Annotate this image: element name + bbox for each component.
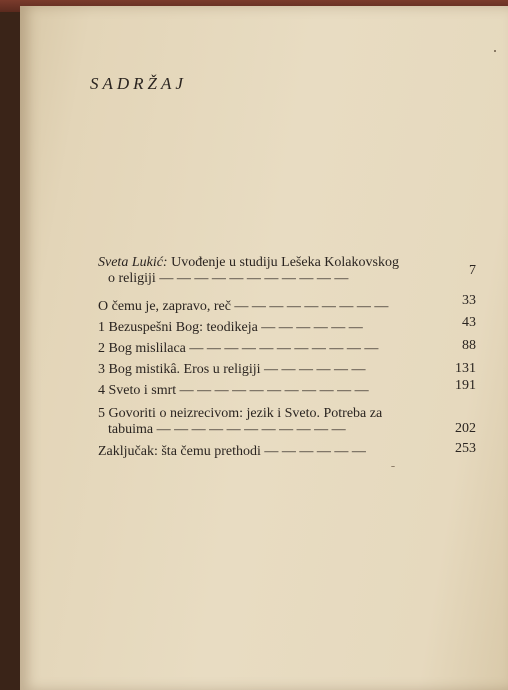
entry-title-continued: o religiji — — — — — — — — — — — <box>108 271 349 286</box>
entry-author: Sveta Lukić: <box>98 255 168 270</box>
entry-page-number: 88 <box>462 338 476 353</box>
paper-speck <box>391 466 395 467</box>
entry-page-number: 7 <box>469 263 476 278</box>
entry-page-number: 191 <box>455 378 476 393</box>
entry-title: 2 Bog mislilaca — — — — — — — — — — — <box>98 341 379 356</box>
entry-title-continued: tabuima — — — — — — — — — — — <box>108 422 346 437</box>
entry-title: 1 Bezuspešni Bog: teodikeja — — — — — — <box>98 320 363 335</box>
entry-title: 3 Bog mistikâ. Eros u religiji — — — — — — <box>98 362 366 377</box>
page-title: SADRŽAJ <box>90 74 187 93</box>
entry-page-number: 33 <box>462 293 476 308</box>
entry-page-number: 202 <box>455 421 476 436</box>
entry-title: Uvođenje u studiju Lešeka Kolakovskog <box>171 255 399 270</box>
entry-title: 4 Sveto i smrt — — — — — — — — — — — <box>98 383 369 398</box>
entry-title: Zaključak: šta čemu prethodi — — — — — — <box>98 444 366 459</box>
entry-title: 5 Govoriti o neizrecivom: jezik i Sveto. Potreba za <box>98 406 383 421</box>
entry-page-number: 253 <box>455 441 476 456</box>
entry-page-number: 131 <box>455 361 476 376</box>
book-page <box>20 6 508 690</box>
entry-title: O čemu je, zapravo, reč — — — — — — — — — <box>98 299 389 314</box>
paper-speck <box>494 50 496 52</box>
entry-page-number: 43 <box>462 315 476 330</box>
